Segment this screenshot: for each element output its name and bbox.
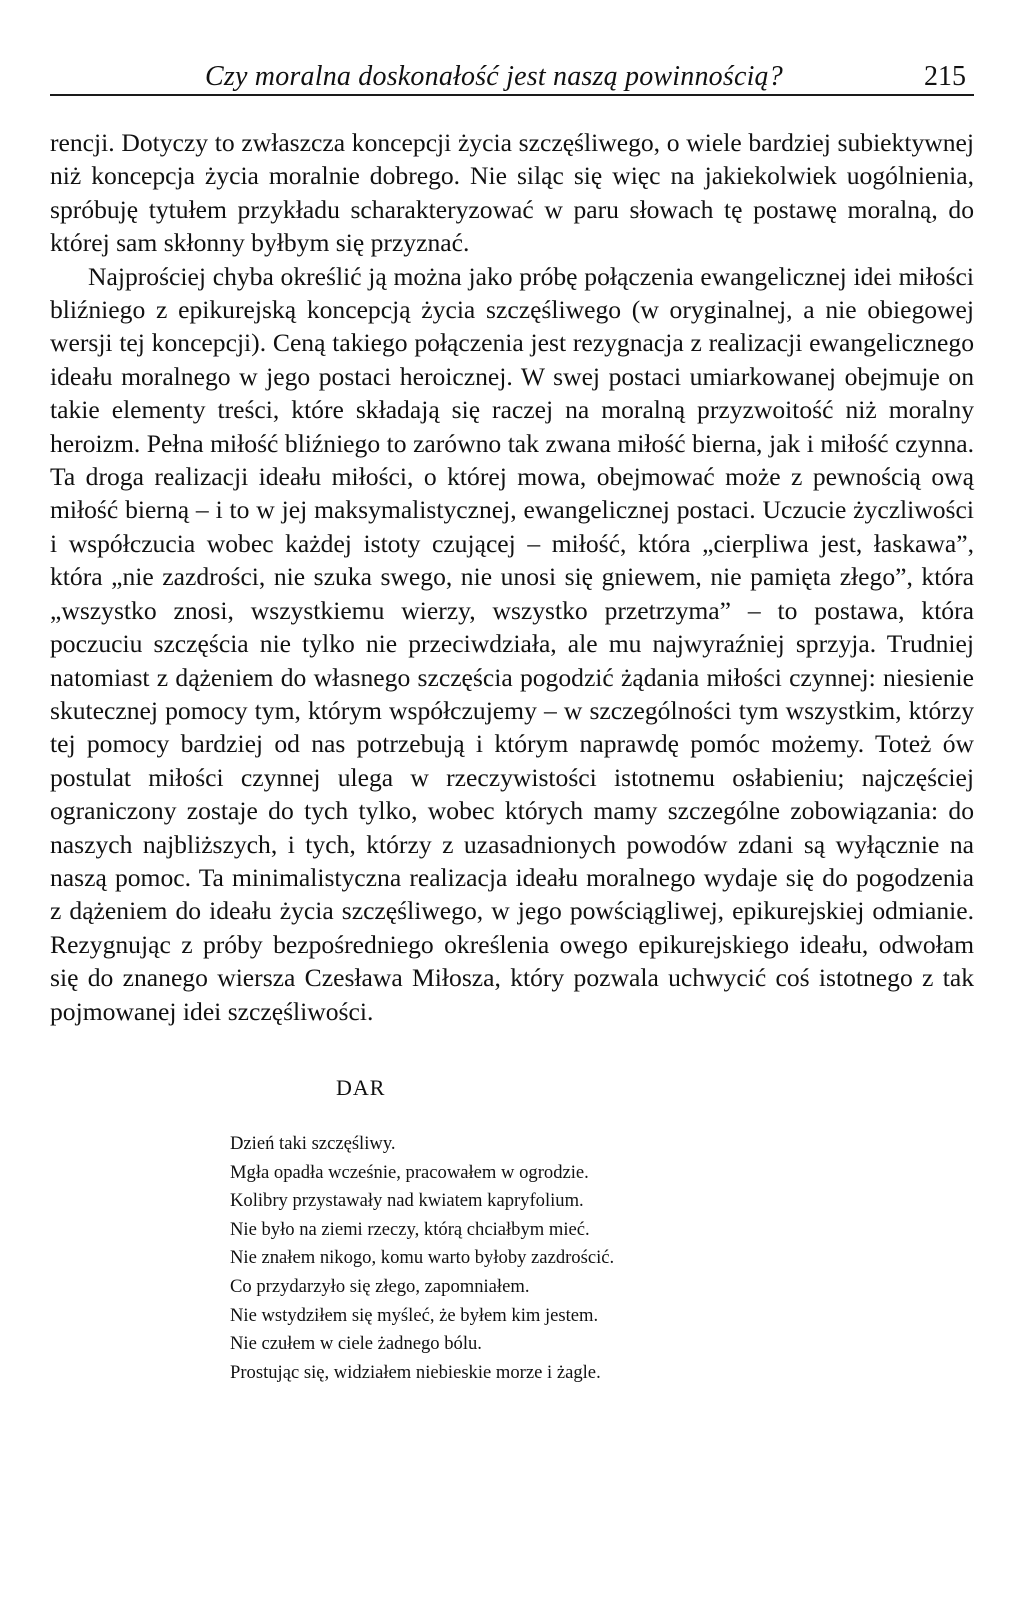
book-page xyxy=(50,58,974,1387)
poem-line: Prostując się, widziałem niebieskie morze i żagle. xyxy=(230,1361,601,1383)
page-number: 215 xyxy=(924,61,966,92)
poem-line: Nie czułem w ciele żadnego bólu. xyxy=(230,1333,482,1355)
poem-line: Mgła opadła wcześnie, pracowałem w ogrodzie. xyxy=(230,1161,589,1183)
running-title: Czy moralna doskonałość jest naszą powinnością? xyxy=(205,61,783,92)
paragraph-continuation: rencji. Dotyczy to zwłaszcza koncepcji życia szczęśliwego, o wiele bardziej subiektywnej niż koncepcja życia moralnie dobrego. Nie siląc się więc na jakiekolwiek uogólnienia, spróbuję tytułem przykładu scharakteryzować w paru słowach tę postawę moralną, do której sam skłonny byłbym się przyznać. xyxy=(50,128,974,258)
poem xyxy=(230,1076,974,1387)
poem-line: Co przydarzyło się złego, zapomniałem. xyxy=(230,1275,530,1297)
poem-title: DAR xyxy=(336,1074,386,1100)
body-text xyxy=(50,126,974,1028)
poem-line: Nie znałem nikogo, komu warto byłoby zazdrościć. xyxy=(230,1247,615,1269)
poem-line: Dzień taki szczęśliwy. xyxy=(230,1132,396,1154)
paragraph-main: Najprościej chyba określić ją można jako próbę połączenia ewangelicznej idei miłości bliźniego z epikurejską koncepcją życia szczęśliwego (w oryginalnej, a nie obiegowej wersji tej koncepcji). Ceną takiego połączenia jest rezygnacja z realizacji ewangelicznego ideału moralnego w jego postaci heroicznej. W swej postaci umiarkowanej obejmuje on takie elementy treści, które składają się raczej na moralną przyzwoitość niż moralny heroizm. Pełna miłość bliźniego to zarówno tak zwana miłość bierna, jak i miłość czynna. Ta droga realizacji ideału miłości, o której mowa, obejmować może z pewnością ową miłość bierną – i to w jej maksymalistycznej, ewangelicznej postaci. Uczucie życzliwości i współczucia wobec każdej istoty czującej – miłość, która „cierpliwa jest, łaskawa”, która „nie zazdrości, nie szuka swego, nie unosi się gniewem, nie pamięta złego”, która „wszystko znosi, wszystkiemu wierzy, wszystko przetrzyma” – to postawa, która poczuciu szczęścia nie tylko nie przeciwdziała, ale mu najwyraźniej sprzyja. Trudniej natomiast z dążeniem do własnego szczęścia pogodzić żądania miłości czynnej: niesienie skutecznej pomocy tym, którym współczujemy – w szczególności tym wszystkim, którzy tej pomocy bardziej od nas potrzebują i którym naprawdę pomóc możemy. Toteż ów postulat miłości czynnej ulega w rzeczywistości istotnemu osłabieniu; najczęściej ograniczony zostaje do tych tylko, wobec których mamy szczególne zobowiązania: do naszych najbliższych, i tych, którzy z uzasadnionych powodów zdani są wyłącznie na naszą pomoc. Ta minimalistyczna realizacja ideału moralnego wydaje się do pogodzenia z dążeniem do ideału życia szczęśliwego, w jego powściągliwej, epikurejskiej odmianie. Rezygnując z próby bezpośredniego określenia owego epikurejskiego ideału, odwołam się do znanego wiersza Czesława Miłosza, który pozwala uchwycić coś istotnego z tak pojmowanej idei szczęśliwości. xyxy=(50,261,974,1026)
poem-line: Nie było na ziemi rzeczy, którą chciałbym mieć. xyxy=(230,1218,590,1240)
running-header xyxy=(50,58,974,96)
poem-line: Kolibry przystawały nad kwiatem kapryfolium. xyxy=(230,1190,584,1212)
poem-line: Nie wstydziłem się myśleć, że byłem kim jestem. xyxy=(230,1304,599,1326)
